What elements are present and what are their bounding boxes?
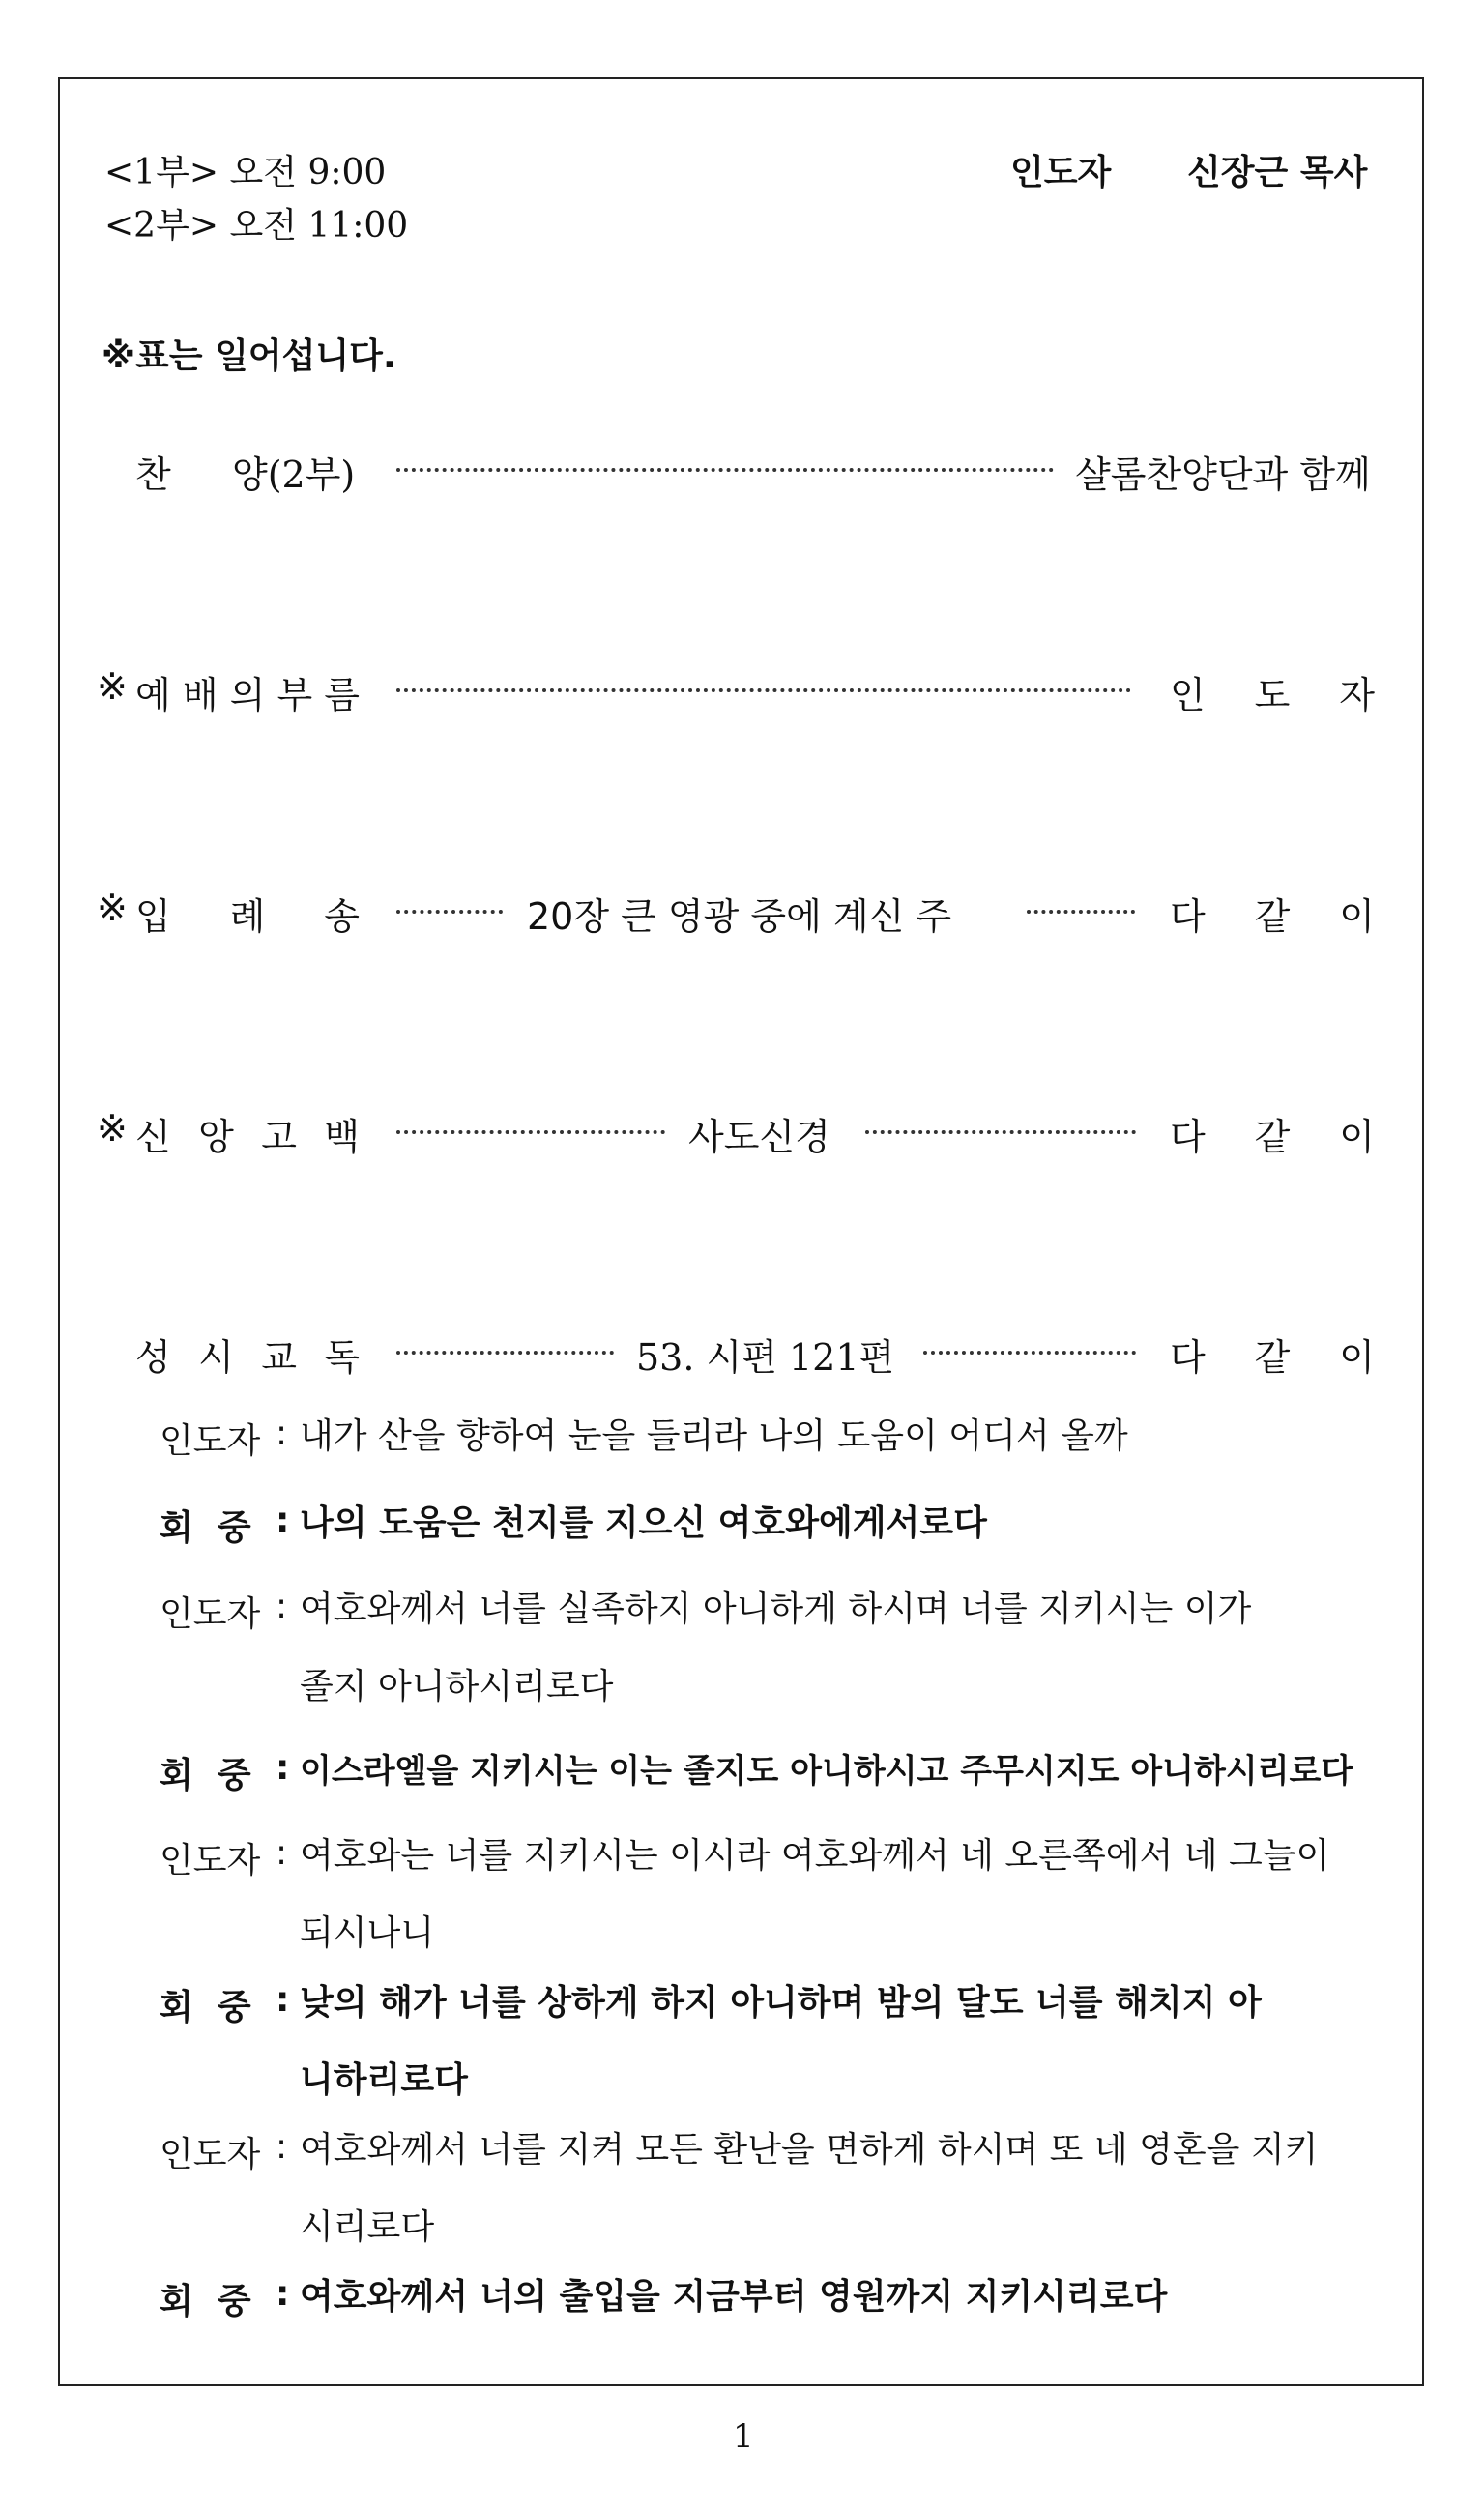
reading-text: 내가 산을 향하여 눈을 들리라 나의 도움이 어디서 올까 — [300, 1416, 1128, 1456]
item-title-char: 입 — [135, 895, 171, 938]
item-right-char: 같 — [1254, 1116, 1291, 1158]
leader-dots — [923, 1351, 1136, 1355]
reading-text: 여호와께서 너를 실족하지 아니하게 하시며 너를 지키시는 이가 졸지 아니하시리로다 — [300, 1590, 1252, 1707]
leader-dots — [396, 1351, 614, 1355]
item-right-char: 이 — [1339, 895, 1375, 938]
reading-text: 여호와께서 너의 출입을 지금부터 영원까지 지키시리로다 — [300, 2277, 1168, 2317]
item-center: 53. 시편 121편 — [636, 1336, 895, 1379]
reading-speaker: 인도자 — [160, 1421, 261, 1461]
item-title-char: 의 — [229, 674, 266, 716]
leader-dots — [396, 688, 1131, 692]
item-right — [1170, 1107, 1375, 1160]
reading-colon: : — [276, 2274, 290, 2314]
item-title — [135, 1327, 360, 1381]
item-right-char: 같 — [1254, 1336, 1291, 1379]
reading-speaker: 인도자 — [160, 1594, 261, 1634]
stand-mark: ※ — [97, 1107, 128, 1150]
item-right-char: 이 — [1339, 1336, 1375, 1379]
reading-speaker: 인도자 — [160, 2135, 261, 2174]
reading-speaker: 회 중 — [160, 2282, 251, 2321]
item-title — [135, 665, 360, 718]
reading-text: 여호와는 너를 지키시는 이시라 여호와께서 네 오른쪽에서 네 그늘이 되시나니 — [300, 1836, 1330, 1953]
item-title — [135, 1107, 360, 1160]
item-title-char: 송 — [324, 895, 360, 938]
item-title-char: 독 — [324, 1336, 360, 1379]
item-right-char: 다 — [1170, 1336, 1206, 1379]
reading-text: 낮의 해가 너를 상하게 하지 아니하며 밤의 달도 너를 해치지 아니하리로다 — [300, 1983, 1262, 2100]
page-number: 1 — [733, 2417, 754, 2456]
stand-mark: ※ — [97, 887, 128, 929]
leader-label: 인도자 — [1010, 153, 1112, 192]
item-right-char: 다 — [1170, 1116, 1206, 1158]
item-title-char: 백 — [324, 1116, 360, 1158]
item-title-char: 앙 — [198, 1116, 234, 1158]
stand-mark: ※ — [97, 665, 128, 708]
leader-dots — [396, 468, 1054, 472]
reading-colon: : — [276, 1748, 290, 1788]
leader-dots — [1027, 910, 1135, 914]
reading-text: 이스라엘을 지키시는 이는 졸지도 아니하시고 주무시지도 아니하시리로다 — [300, 1752, 1353, 1791]
item-title-char: 배 — [182, 674, 218, 716]
leader-dots — [396, 1130, 665, 1134]
reading-speaker: 인도자 — [160, 1841, 261, 1881]
reading-speaker: 회 중 — [160, 1756, 251, 1795]
reading-text: 나의 도움은 천지를 지으신 여호와에게서로다 — [300, 1503, 987, 1543]
reading-colon: : — [276, 1414, 288, 1453]
reading-speaker: 회 중 — [160, 1988, 251, 2028]
item-right: 샬롬찬양단과 함께 — [1075, 453, 1371, 496]
item-title-char: 찬 — [135, 453, 171, 496]
item-title-char: 고 — [261, 1116, 297, 1158]
leader-dots — [396, 910, 503, 914]
item-right — [1170, 665, 1375, 718]
item-title-char: 성 — [135, 1336, 171, 1379]
service-time-2: <2부> 오전 11:00 — [104, 206, 409, 246]
reading-text: 여호와께서 너를 지켜 모든 환난을 면하게 하시며 또 네 영혼을 지키시리로다 — [300, 2130, 1319, 2247]
item-right-char: 이 — [1339, 1116, 1375, 1158]
item-right-char: 같 — [1254, 895, 1291, 938]
item-right — [1170, 1327, 1375, 1381]
reading-colon: : — [276, 1501, 290, 1540]
reading-colon: : — [276, 1833, 288, 1873]
reading-colon: : — [276, 1587, 288, 1626]
reading-speaker: 회 중 — [160, 1508, 251, 1548]
item-title-char: 예 — [135, 674, 171, 716]
item-title-char: 교 — [261, 1336, 297, 1379]
standing-note: ※표는 일어섭니다. — [102, 336, 396, 376]
item-title-char: 신 — [135, 1116, 171, 1158]
item-right-char: 도 — [1254, 674, 1291, 716]
item-center: 사도신경 — [688, 1116, 830, 1158]
reading-colon: : — [276, 1980, 290, 2020]
service-time-1: <1부> 오전 9:00 — [104, 153, 387, 192]
item-right-char: 인 — [1170, 674, 1206, 716]
item-right-char: 자 — [1339, 674, 1375, 716]
item-right — [1170, 887, 1375, 940]
reading-colon: : — [276, 2127, 288, 2167]
item-title-char: 름 — [324, 674, 360, 716]
item-title-char: 례 — [229, 895, 266, 938]
item-center: 20장 큰 영광 중에 계신 주 — [527, 895, 952, 938]
item-title-char: 부 — [276, 674, 313, 716]
item-right-char: 다 — [1170, 895, 1206, 938]
leader-name: 신장근 목사 — [1187, 153, 1368, 192]
item-title-char: 양(2부) — [232, 453, 356, 496]
leader-dots — [865, 1130, 1136, 1134]
item-title-char: 시 — [198, 1336, 234, 1379]
item-title — [135, 887, 360, 940]
